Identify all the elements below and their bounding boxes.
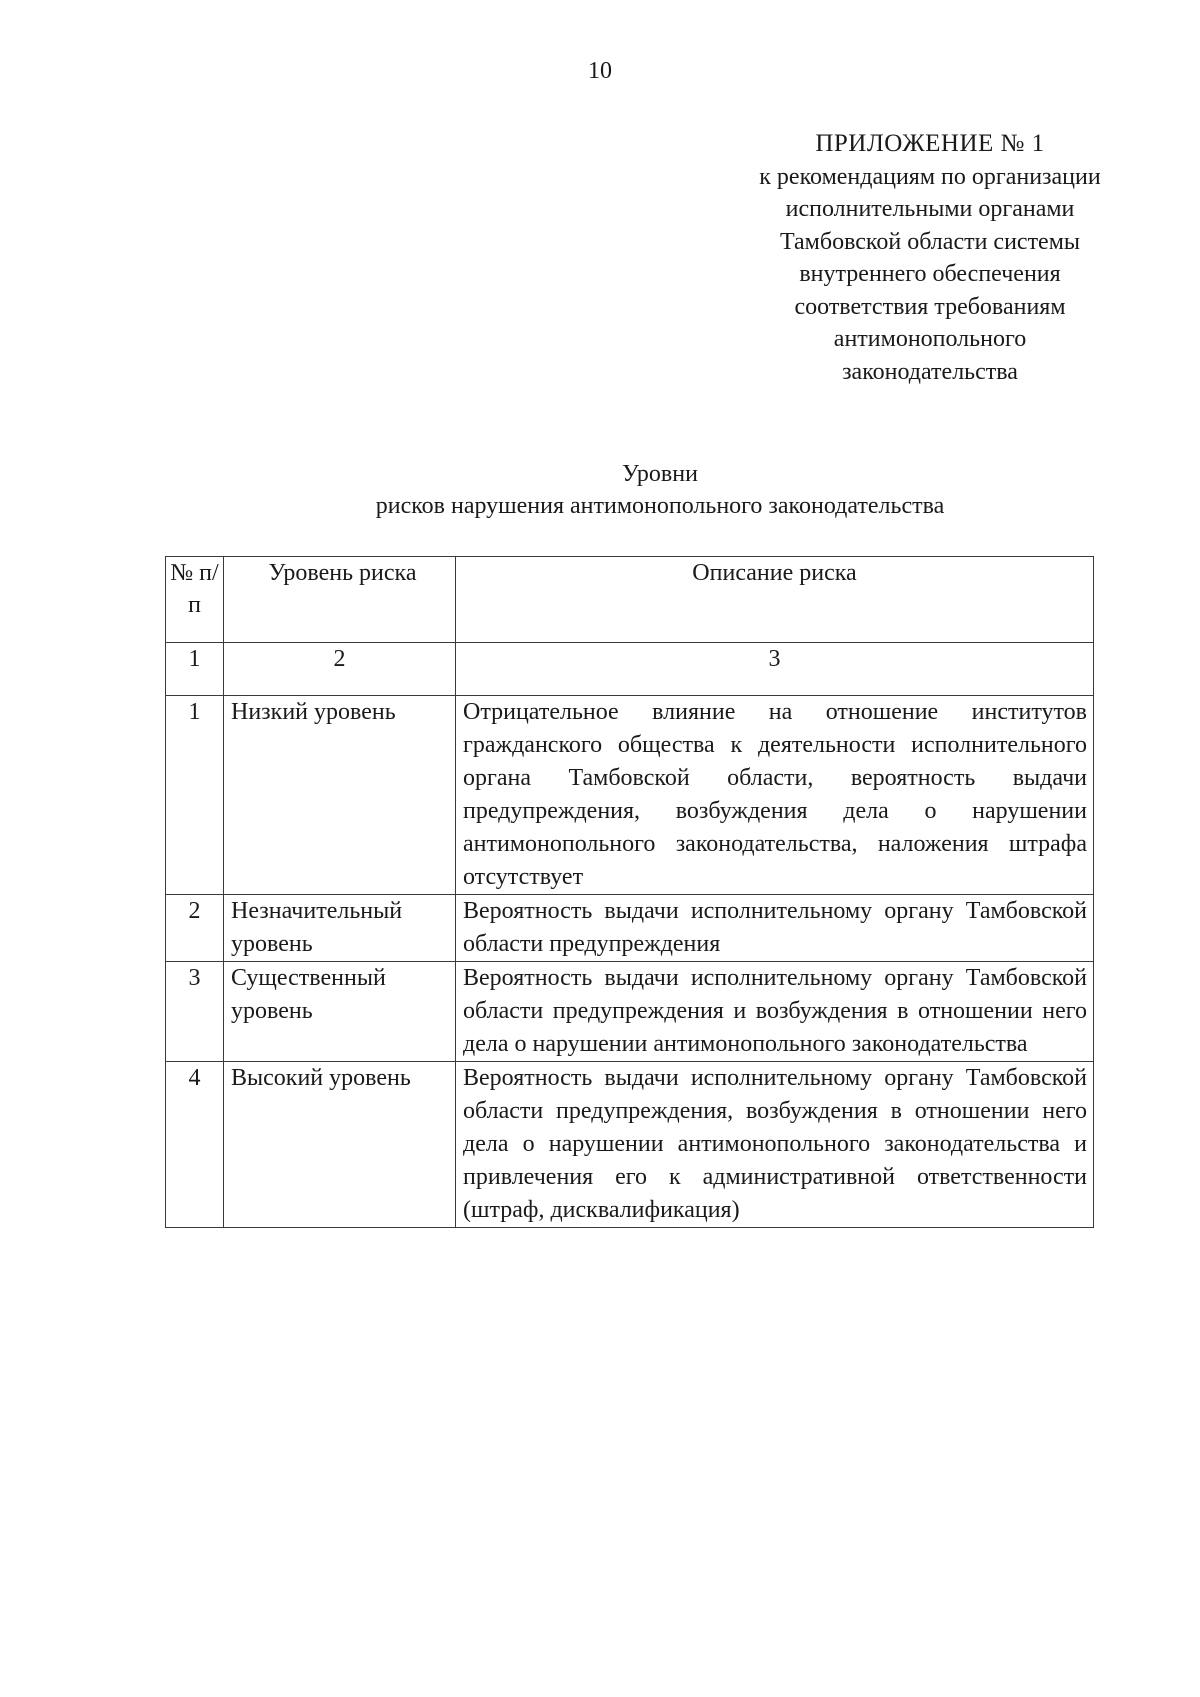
column-index: 1 [166, 643, 224, 696]
appendix-line: соответствия требованиям [794, 293, 1066, 320]
document-title-line-2: рисков нарушения антимонопольного законодательства [375, 493, 945, 519]
row-num: 3 [166, 962, 224, 1062]
appendix-line: к рекомендациям по организации [759, 163, 1101, 190]
row-num: 1 [166, 696, 224, 895]
row-risk-description: Вероятность выдачи исполнительному органу Тамбовской области предупреждения и возбуждения в отношении него дела о нарушении антимонопольного законодательства [456, 962, 1094, 1062]
table-row [166, 895, 1094, 962]
header-num: № п/п [166, 557, 224, 643]
appendix-line: антимонопольного [833, 326, 1027, 352]
row-risk-description: Вероятность выдачи исполнительному органу Тамбовской области предупреждения, возбуждения в отношении него дела о нарушении антимонопольного законодательства и привлечения его к административной ответственности (штраф, дисквалификация) [456, 1062, 1094, 1228]
row-risk-level: Существенный уровень [224, 962, 456, 1062]
risk-levels-table [165, 556, 1094, 1228]
page-number: 10 [588, 58, 612, 84]
row-risk-level: Низкий уровень [224, 696, 456, 895]
appendix-title: ПРИЛОЖЕНИЕ № 1 [815, 130, 1045, 157]
appendix-header [700, 128, 1160, 388]
table-row [166, 962, 1094, 1062]
column-index: 2 [224, 643, 456, 696]
header-risk-level: Уровень риска [224, 557, 456, 643]
appendix-line: внутреннего обеспечения [799, 261, 1061, 287]
document-title-line-1: Уровни [622, 461, 698, 487]
row-risk-level: Высокий уровень [224, 1062, 456, 1228]
table-header-row [166, 557, 1094, 643]
document-title [300, 458, 1020, 522]
appendix-line: законодательства [842, 358, 1018, 385]
row-risk-description: Отрицательное влияние на отношение институтов гражданского общества к деятельности исполнительного органа Тамбовской области, вероятность выдачи предупреждения, возбуждения дела о нарушении антимонопольного законодательства, наложения штрафа отсутствует [456, 696, 1094, 895]
column-index: 3 [456, 643, 1094, 696]
table-row [166, 1062, 1094, 1228]
row-risk-level: Незначительный уровень [224, 895, 456, 962]
row-num: 2 [166, 895, 224, 962]
header-risk-description: Описание риска [456, 557, 1094, 643]
appendix-line: Тамбовской области системы [779, 228, 1081, 255]
row-risk-description: Вероятность выдачи исполнительному органу Тамбовской области предупреждения [456, 895, 1094, 962]
column-index-row [166, 643, 1094, 696]
table-row [166, 696, 1094, 895]
appendix-line: исполнительными органами [785, 196, 1075, 222]
row-num: 4 [166, 1062, 224, 1228]
